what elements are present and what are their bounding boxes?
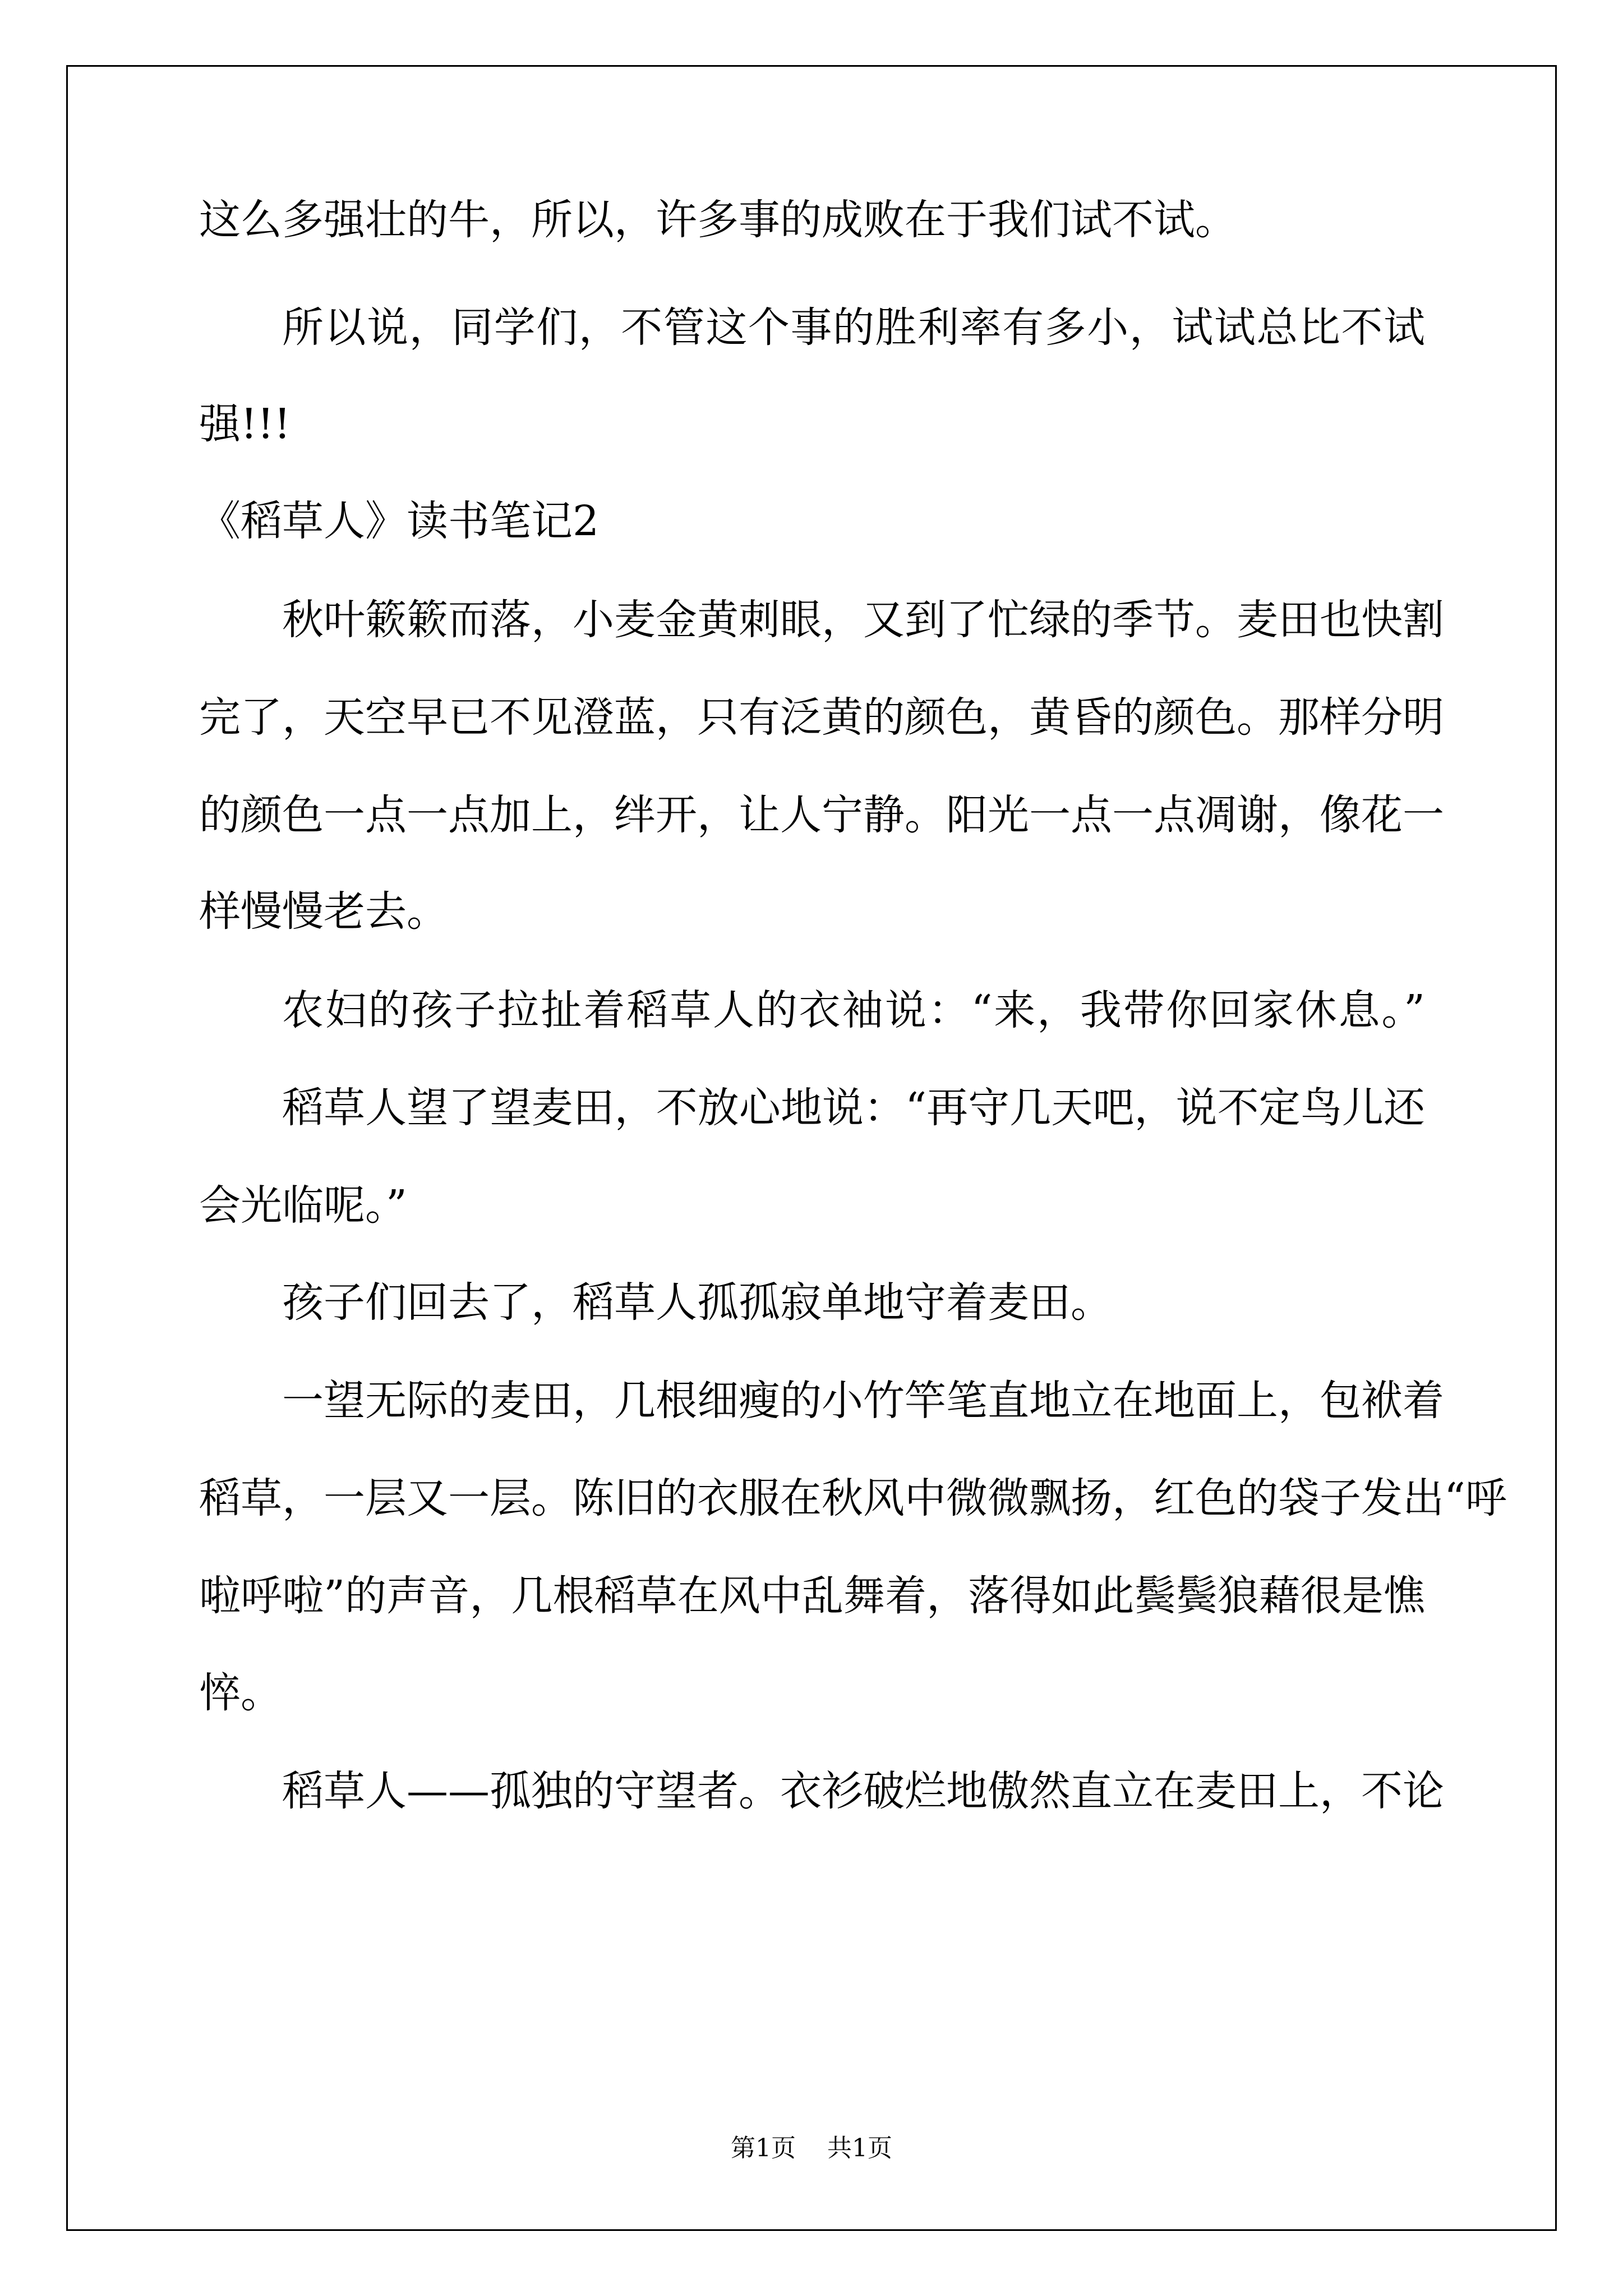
- paragraph-line: 稻草，一层又一层。陈旧的衣服在秋风中微微飘扬，红色的袋子发出“呼: [199, 1474, 1507, 1522]
- paragraph-line: 样慢慢老去。: [199, 887, 448, 936]
- section-heading: 《稻草人》读书笔记2: [199, 497, 600, 545]
- paragraph-line: 一望无际的麦田，几根细瘦的小竹竿笔直地立在地面上，包袱着: [282, 1377, 1444, 1425]
- paragraph-line: 稻草人望了望麦田，不放心地说：“再守几天吧，说不定鸟儿还: [282, 1084, 1425, 1132]
- paragraph-line: 所以说，同学们，不管这个事的胜利率有多小，试试总比不试: [282, 303, 1425, 352]
- paragraph-line: 秋叶簌簌而落，小麦金黄刺眼，又到了忙绿的季节。麦田也快割: [282, 596, 1444, 644]
- page-footer: 第1页 共1页: [731, 2134, 892, 2162]
- paragraph-line: 稻草人——孤独的守望者。衣衫破烂地傲然直立在麦田上，不论: [282, 1767, 1444, 1815]
- paragraph-line: 会光临呢。”: [199, 1181, 407, 1230]
- paragraph-line: 啦呼啦”的声音，几根稻草在风中乱舞着，落得如此鬓鬓狼藉很是憔: [199, 1572, 1425, 1620]
- paragraph-line: 孩子们回去了，稻草人孤孤寂单地守着麦田。: [282, 1278, 1112, 1327]
- paragraph-line: 悴。: [199, 1669, 282, 1717]
- text-line: 强!!!: [199, 400, 291, 448]
- paragraph-line: 完了，天空早已不见澄蓝，只有泛黄的颜色，黄昏的颜色。那样分明: [199, 693, 1444, 742]
- paragraph-line: 的颜色一点一点加上，绊开，让人宁静。阳光一点一点凋谢，像花一: [199, 791, 1444, 839]
- paragraph-line: 农妇的孩子拉扯着稻草人的衣袖说：“来，我带你回家休息。”: [282, 986, 1425, 1034]
- text-line: 这么多强壮的牛，所以，许多事的成败在于我们试不试。: [199, 196, 1237, 244]
